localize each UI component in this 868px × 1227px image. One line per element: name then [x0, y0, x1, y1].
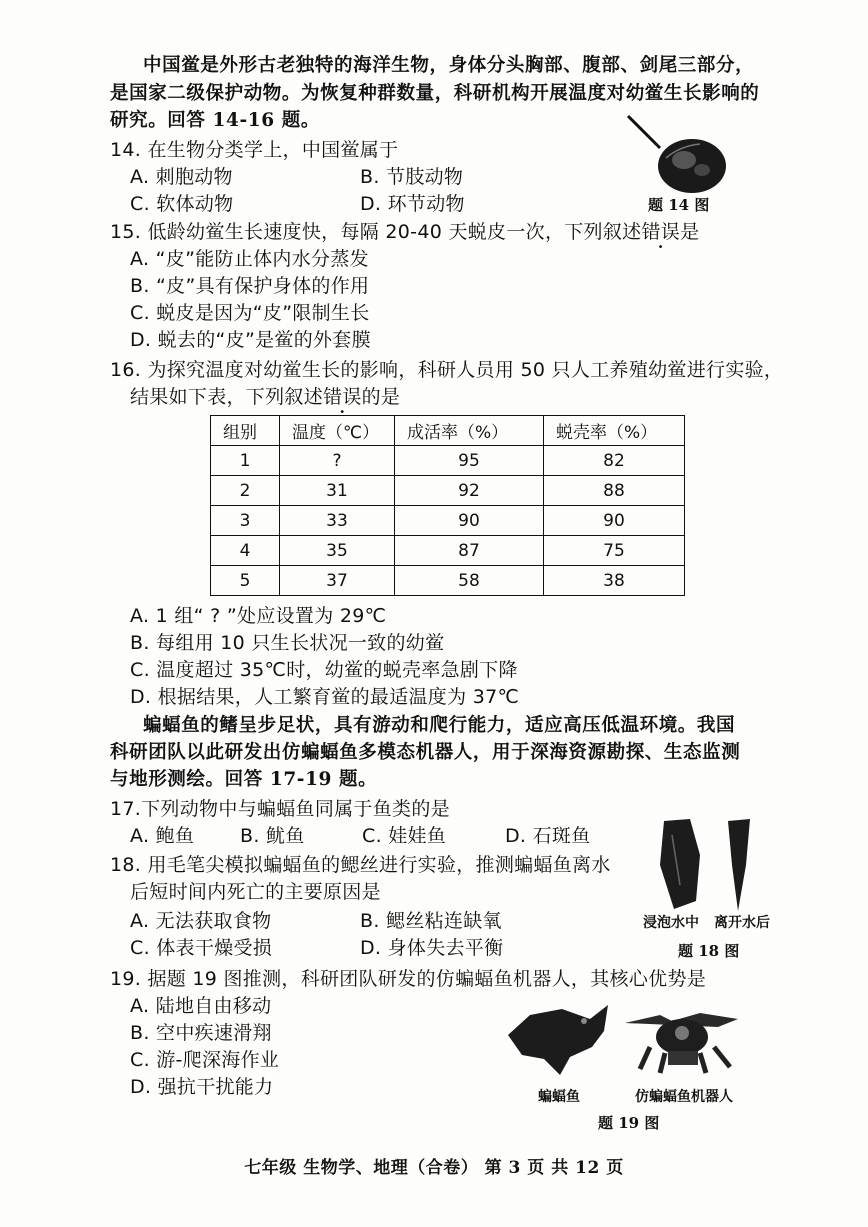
- q17-option-a: A. 鲍鱼: [130, 825, 195, 847]
- passage-1-line-1: 中国鲎是外形古老独特的海洋生物，身体分头胸部、腹部、剑尾三部分，: [143, 55, 755, 76]
- q18-option-b: B. 鳃丝粘连缺氧: [360, 910, 502, 932]
- table-cell: ?: [280, 446, 395, 476]
- q19-option-c: C. 游-爬深海作业: [130, 1049, 280, 1071]
- header-survival-rate: 成活率（%）: [395, 416, 544, 446]
- table-cell: 90: [395, 506, 544, 536]
- q14-option-c: C. 软体动物: [130, 193, 234, 215]
- header-temperature: 温度（℃）: [280, 416, 395, 446]
- table-cell: 37: [280, 566, 395, 596]
- q15-option-d: D. 蜕去的“皮”是鲎的外套膜: [130, 329, 371, 351]
- question-17-stem: 17.下列动物中与蝙蝠鱼同属于鱼类的是: [110, 798, 450, 820]
- question-16-stem-line-1: 16. 为探究温度对幼鲎生长的影响，科研人员用 50 只人工养殖幼鲎进行实验，: [110, 359, 784, 381]
- table-cell: 38: [544, 566, 685, 596]
- page-footer: 七年级 生物学、地理（合卷） 第 3 页 共 12 页: [244, 1158, 624, 1178]
- q19-option-a: A. 陆地自由移动: [130, 995, 272, 1017]
- table-cell: 31: [280, 476, 395, 506]
- table-cell: 88: [544, 476, 685, 506]
- passage-2-line-1: 蝙蝠鱼的鳍呈步足状，具有游动和爬行能力，适应高压低温环境。我国: [143, 715, 736, 736]
- q16-emphasis-word: 错误: [323, 386, 362, 408]
- header-group: 组别: [211, 416, 280, 446]
- brush-tip-images: [650, 815, 790, 915]
- table-cell: 75: [544, 536, 685, 566]
- table-cell: 87: [395, 536, 544, 566]
- figure-18-caption: 题 18 图: [678, 942, 740, 960]
- question-19-stem: 19. 据题 19 图推测，科研团队研发的仿蝙蝠鱼机器人，其核心优势是: [110, 968, 707, 990]
- q17-option-c: C. 娃娃鱼: [362, 825, 447, 847]
- figure-14-caption: 题 14 图: [648, 196, 710, 214]
- q16-option-b: B. 每组用 10 只生长状况一致的幼鲎: [130, 632, 445, 654]
- q18-option-d: D. 身体失去平衡: [360, 937, 504, 959]
- table-cell: 33: [280, 506, 395, 536]
- table-cell: 4: [211, 536, 280, 566]
- table-cell: 95: [395, 446, 544, 476]
- passage-2-line-3: 与地形测绘。回答 17-19 题。: [110, 769, 378, 790]
- batfish-image: [508, 1005, 608, 1075]
- table-cell: 1: [211, 446, 280, 476]
- q15-emphasis-word: 错误: [641, 221, 681, 243]
- figure-18-label-in-water: 浸泡水中: [643, 915, 699, 931]
- q17-option-d: D. 石斑鱼: [505, 825, 591, 847]
- question-14-stem: 14. 在生物分类学上，中国鲎属于: [110, 139, 399, 161]
- table-cell: 35: [280, 536, 395, 566]
- question-15-stem: [110, 219, 699, 245]
- q15-option-b: B. “皮”具有保护身体的作用: [130, 275, 370, 297]
- figure-19-caption: 题 19 图: [598, 1114, 660, 1132]
- q15-option-a: A. “皮”能防止体内水分蒸发: [130, 248, 369, 270]
- table-cell: 92: [395, 476, 544, 506]
- table-row: [211, 476, 685, 506]
- horseshoe-crab-image: [620, 108, 730, 198]
- q15-option-c: C. 蜕皮是因为“皮”限制生长: [130, 302, 370, 324]
- results-table: [210, 415, 685, 596]
- q16-option-d: D. 根据结果，人工繁育鲎的最适温度为 37℃: [130, 686, 520, 708]
- q16-stem-end: 的是: [361, 386, 401, 408]
- q19-option-d: D. 强抗干扰能力: [130, 1076, 274, 1098]
- table-row: [211, 446, 685, 476]
- passage-1-line-2: 是国家二级保护动物。为恢复种群数量，科研机构开展温度对幼鲎生长影响的: [110, 83, 760, 104]
- figure-18-label-out-of-water: 离开水后: [714, 915, 770, 931]
- question-18-stem-line-2: 后短时间内死亡的主要原因是: [130, 881, 381, 903]
- table-cell: 90: [544, 506, 685, 536]
- q14-option-b: B. 节肢动物: [360, 166, 464, 188]
- header-molting-rate: 蜕壳率（%）: [544, 416, 685, 446]
- table-row: [211, 506, 685, 536]
- table-cell: 82: [544, 446, 685, 476]
- table-row: [211, 536, 685, 566]
- figure-19-label-batfish: 蝙蝠鱼: [538, 1089, 580, 1105]
- table-header-row: [211, 416, 685, 446]
- q16-option-a: A. 1 组“ ? ”处应设置为 29℃: [130, 605, 387, 627]
- q16-option-c: C. 温度超过 35℃时，幼鲎的蜕壳率急剧下降: [130, 659, 518, 681]
- question-18-stem-line-1: 18. 用毛笔尖模拟蝙蝠鱼的鳃丝进行实验，推测蝙蝠鱼离水: [110, 854, 611, 876]
- q19-option-b: B. 空中疾速滑翔: [130, 1022, 272, 1044]
- q15-stem-end: 是: [680, 221, 700, 243]
- q15-stem-text: 15. 低龄幼鲎生长速度快，每隔 20-40 天蜕皮一次，下列叙述: [110, 221, 642, 243]
- passage-2-line-2: 科研团队以此研发出仿蝙蝠鱼多模态机器人，用于深海资源勘探、生态监测: [110, 742, 741, 763]
- table-cell: 5: [211, 566, 280, 596]
- table-cell: 3: [211, 506, 280, 536]
- q16-stem-text: 结果如下表，下列叙述: [130, 386, 324, 408]
- robot-image: [625, 1013, 738, 1073]
- q18-option-a: A. 无法获取食物: [130, 910, 272, 932]
- q14-option-a: A. 刺胞动物: [130, 166, 233, 188]
- q17-option-b: B. 鱿鱼: [240, 825, 305, 847]
- batfish-and-robot-images: [500, 995, 780, 1080]
- question-16-stem-line-2: [130, 384, 400, 410]
- table-row: [211, 566, 685, 596]
- figure-19-label-robot: 仿蝙蝠鱼机器人: [635, 1089, 733, 1105]
- passage-1-line-3: 研究。回答 14-16 题。: [110, 110, 320, 131]
- q18-option-c: C. 体表干燥受损: [130, 937, 273, 959]
- q14-option-d: D. 环节动物: [360, 193, 465, 215]
- table-cell: 58: [395, 566, 544, 596]
- table-cell: 2: [211, 476, 280, 506]
